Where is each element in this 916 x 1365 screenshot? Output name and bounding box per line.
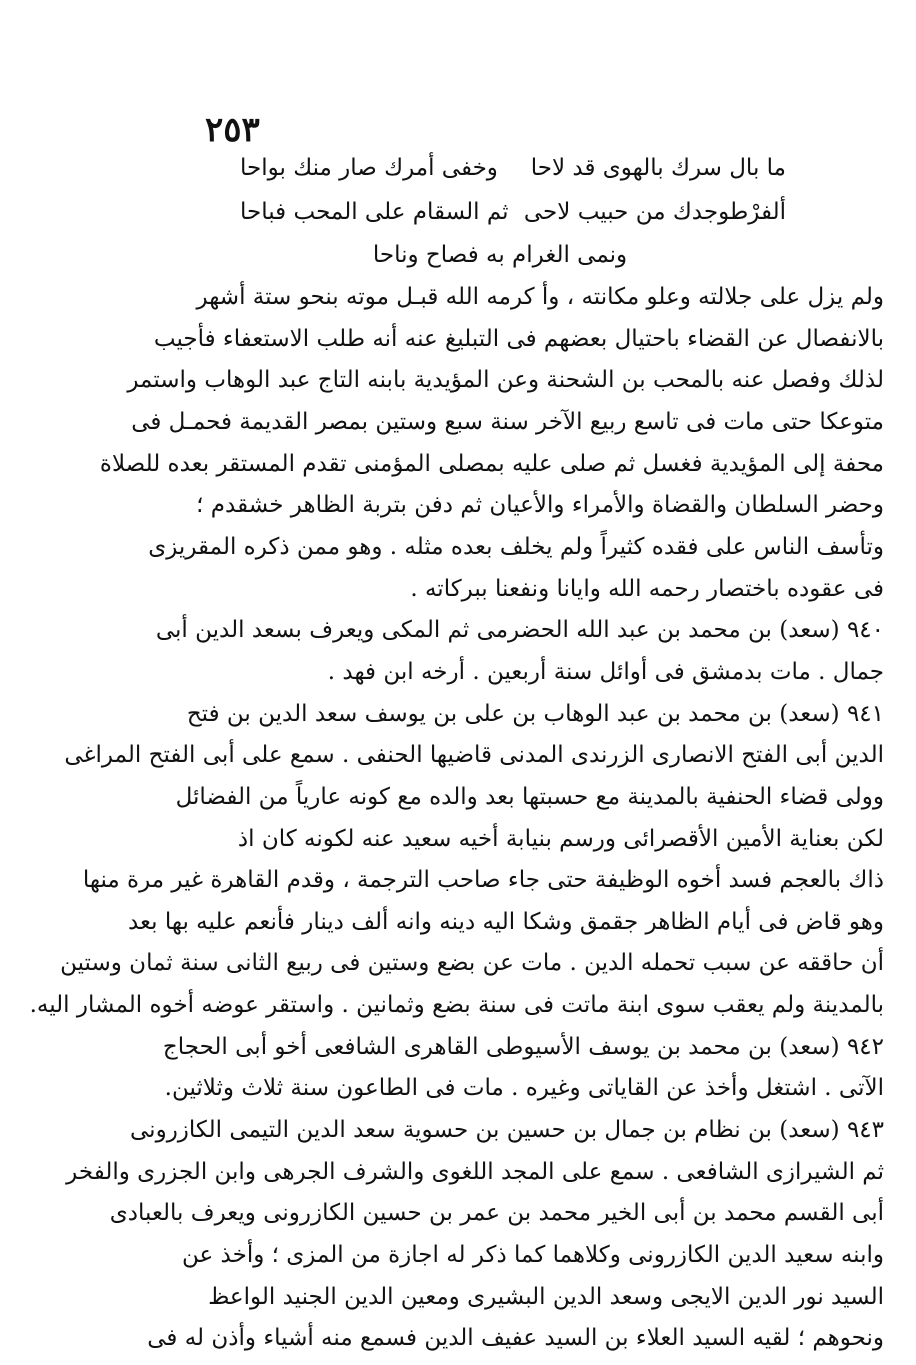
text-line: بالانفصال عن القضاء باحتيال بعضهم فى التبليغ عنه أنه طلب الاستعفاء فأجيب: [153, 325, 884, 352]
text-line: وتأسف الناس على فقده كثيراً ولم يخلف بعده مثله . وهو ممن ذكره المقريزى: [148, 533, 884, 560]
entry-943-line: وابنه سعيد الدين الكازرونى وكلاهما كما ذكر له اجازة من المزى ؛ وأخذ عن: [182, 1242, 884, 1269]
entry-941-line: وهو قاض فى أيام الظاهر جقمق وشكا اليه دينه وانه ألف دينار فأنعم عليه بها بعد: [127, 908, 884, 935]
poem-verse-3: ونمى الغرام به فصاح وناحا: [372, 242, 628, 268]
poem-verse-2-left: ثم السقام على المحب فباحا: [240, 199, 509, 225]
poem-verse-2: [240, 199, 786, 233]
poem-verse-1-left: وخفى أمرك صار منك بواحا: [240, 155, 498, 181]
text-line: ولم يزل على جلالته وعلو مكانته ، وأ كرمه الله قبـل موته بنحو ستة أشهر: [196, 284, 884, 310]
entry-941-line: ذاك بالعجم فسد أخوه الوظيفة حتى جاء صاحب الترجمة ، وقدم القاهرة غير مرة منها: [82, 867, 884, 894]
entry-941-line: وولى قضاء الحنفية بالمدينة مع حسبتها بعد والده مع كونه عارياً من الفضائل: [175, 783, 884, 810]
entry-941-line: ٩٤١ (سعد) بن محمد بن عبد الوهاب بن على بن يوسف سعد الدين بن فتح: [186, 700, 884, 727]
entry-943-line: أبى القسم محمد بن أبى الخير محمد بن عمر بن حسين الكازرونى ويعرف بالعبادى: [109, 1200, 884, 1227]
entry-941-line: الدين أبى الفتح الانصارى الزرندى المدنى قاضيها الحنفى . سمع على أبى الفتح المراغى: [64, 742, 884, 769]
text-line: محفة إلى المؤيدية فغسل ثم صلى عليه بمصلى المؤمنى تقدم المستقر بعده للصلاة: [99, 450, 884, 477]
text-line: لذلك وفصل عنه بالمحب بن الشحنة وعن المؤيدية بابنه التاج عبد الوهاب واستمر: [127, 367, 884, 394]
entry-943-line: ثم الشيرازى الشافعى . سمع على المجد اللغوى والشرف الجرهى وابن الجزرى والفخر: [66, 1158, 884, 1185]
poem-verse-2-right: ألفرْطوجدك من حبيب لاحى: [523, 199, 786, 225]
entry-942-line: ٩٤٢ (سعد) بن محمد بن يوسف الأسيوطى القاهرى الشافعى أخو أبى الحجاج: [162, 1033, 884, 1060]
entry-941-line: أن حاققه عن سبب تحمله الدين . مات عن بضع وستين فى ربيع الثانى سنة ثمان وستين: [60, 950, 884, 977]
entry-942-line: الآتى . اشتغل وأخذ عن القاياتى وغيره . مات فى الطاعون سنة ثلاث وثلاثين.: [164, 1075, 884, 1102]
entry-941-line: لكن بعناية الأمين الأقصرائى ورسم بنيابة أخيه سعيد عنه لكونه كان اذ: [237, 825, 884, 852]
entry-940-line: ٩٤٠ (سعد) بن محمد بن عبد الله الحضرمى ثم المكى ويعرف بسعد الدين أبى: [155, 617, 884, 644]
entry-943-line: ونحوهم ؛ لقيه السيد العلاء بن السيد عفيف الدين فسمع منه أشياء وأذن له فى: [147, 1325, 884, 1352]
text-line: فى عقوده باختصار رحمه الله وايانا ونفعنا ببركاته .: [410, 575, 884, 602]
entry-943-line: السيد نور الدين الايجى وسعد الدين البشيرى ومعين الدين الجنيد الواعظ: [208, 1283, 884, 1310]
entry-940-line: جمال . مات بدمشق فى أوائل سنة أربعين . أرخه ابن فهد .: [327, 658, 884, 685]
entry-941-line: بالمدينة ولم يعقب سوى ابنة ماتت فى سنة بضع وثمانين . واستقر عوضه أخوه المشار اليه.: [29, 992, 884, 1019]
page-number: ٢٥٣: [205, 110, 260, 150]
poem-verse-1: [240, 155, 786, 189]
poem-verse-1-right: ما بال سرك بالهوى قد لاحا: [530, 155, 786, 181]
entry-943-line: ٩٤٣ (سعد) بن نظام بن جمال بن حسين بن حسوية سعد الدين التيمى الكازرونى: [130, 1117, 884, 1144]
text-line: وحضر السلطان والقضاة والأمراء والأعيان ثم دفن بتربة الظاهر خشقدم ؛: [196, 492, 884, 519]
text-line: متوعكا حتى مات فى تاسع ربيع الآخر سنة سبع وستين بمصر القديمة فحمـل فى: [131, 408, 884, 435]
